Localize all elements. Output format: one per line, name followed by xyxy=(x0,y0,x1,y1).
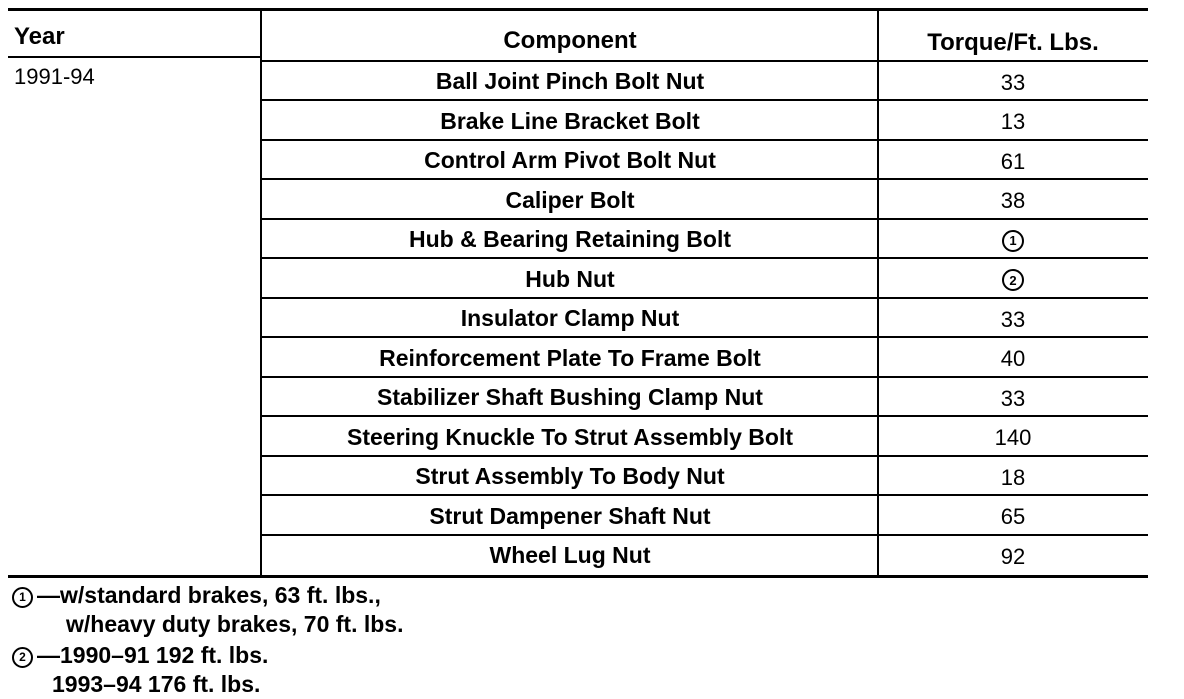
component-cell: Steering Knuckle To Strut Assembly Bolt xyxy=(346,423,794,450)
footnote-line xyxy=(12,640,268,670)
torque-cell xyxy=(878,102,1148,141)
table-bottom-rule xyxy=(8,575,1148,578)
component-header: Component xyxy=(503,27,637,54)
torque-value: 33 xyxy=(1000,385,1026,411)
torque-cell xyxy=(878,418,1148,457)
torque-value: 61 xyxy=(1000,148,1026,174)
component-cell: Control Arm Pivot Bolt Nut xyxy=(424,147,716,173)
torque-value: 40 xyxy=(1000,346,1026,371)
torque-value: 33 xyxy=(1000,306,1026,332)
footnote-text: —1990–91 192 ft. lbs. xyxy=(37,642,269,668)
table-row xyxy=(262,378,1148,417)
table-row xyxy=(262,457,1148,496)
component-cell: Brake Line Bracket Bolt xyxy=(440,107,700,134)
footnote-marker-icon: 2 xyxy=(1002,269,1024,291)
component-cell: Caliper Bolt xyxy=(505,186,635,213)
table-row xyxy=(262,536,1148,575)
torque-value: 38 xyxy=(1000,188,1026,213)
torque-value: 13 xyxy=(1000,109,1026,134)
component-cell: Strut Dampener Shaft Nut xyxy=(429,502,711,529)
footnote-line xyxy=(66,609,403,639)
table-row xyxy=(262,102,1148,141)
torque-header: Torque/Ft. Lbs. xyxy=(927,29,1099,56)
year-header-rule xyxy=(8,56,262,58)
footnote-marker-icon: 1 xyxy=(12,587,33,608)
torque-cell xyxy=(878,299,1148,338)
footnote-text: —w/standard brakes, 63 ft. lbs., xyxy=(37,582,381,608)
year-header: Year xyxy=(14,23,65,50)
torque-cell xyxy=(878,181,1148,220)
torque-cell xyxy=(878,378,1148,417)
component-cell: Hub & Bearing Retaining Bolt xyxy=(409,226,731,252)
table-row xyxy=(262,141,1148,180)
torque-cell xyxy=(878,62,1148,101)
torque-value: 92 xyxy=(1000,543,1026,569)
footnote-line xyxy=(52,669,260,699)
component-cell: Ball Joint Pinch Bolt Nut xyxy=(435,68,705,94)
component-cell: Wheel Lug Nut xyxy=(489,542,651,568)
footnote-marker-icon: 1 xyxy=(1002,230,1024,252)
table-row xyxy=(262,220,1148,259)
footnote-line xyxy=(12,580,381,610)
footnote-marker-icon: 2 xyxy=(12,647,33,668)
footnote-text: 1993–94 176 ft. lbs. xyxy=(52,671,261,697)
table-row xyxy=(262,62,1148,101)
torque-value: 65 xyxy=(1000,504,1026,529)
component-cell: Hub Nut xyxy=(525,265,615,292)
torque-value: 33 xyxy=(1000,69,1026,95)
torque-value: 18 xyxy=(1000,464,1026,490)
table-row xyxy=(262,299,1148,338)
table-row xyxy=(262,339,1148,378)
table-row xyxy=(262,181,1148,220)
table-row xyxy=(262,260,1148,299)
torque-cell xyxy=(878,339,1148,378)
table-top-rule xyxy=(8,8,1148,11)
torque-cell xyxy=(878,260,1148,299)
year-value: 1991-94 xyxy=(14,64,95,89)
component-cell: Strut Assembly To Body Nut xyxy=(415,463,725,489)
footnote-text: w/heavy duty brakes, 70 ft. lbs. xyxy=(66,611,404,637)
table-row xyxy=(262,418,1148,457)
component-cell: Insulator Clamp Nut xyxy=(460,305,680,331)
torque-cell xyxy=(878,536,1148,575)
torque-value: 140 xyxy=(994,425,1032,450)
torque-cell xyxy=(878,457,1148,496)
component-cell: Reinforcement Plate To Frame Bolt xyxy=(379,344,761,371)
component-cell: Stabilizer Shaft Bushing Clamp Nut xyxy=(377,384,763,410)
torque-cell xyxy=(878,497,1148,536)
torque-cell xyxy=(878,220,1148,259)
table-row xyxy=(262,497,1148,536)
torque-cell xyxy=(878,141,1148,180)
